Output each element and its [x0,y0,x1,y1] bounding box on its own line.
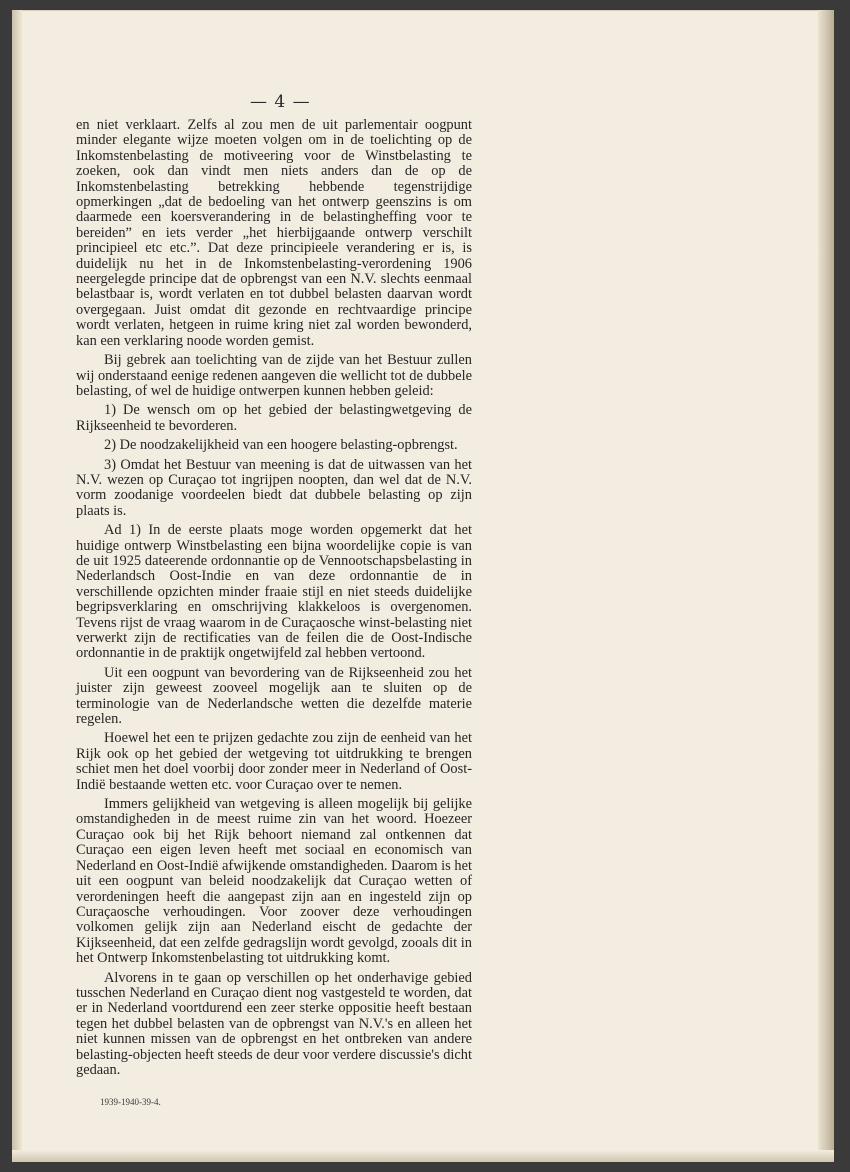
paragraph-alvorens: Alvorens in te gaan op verschillen op het onderhavige gebied tusschen Nederland en Curaçao dient nog vastgesteld te worden, dat er in Nederland voortdurend een zeer sterke oppositie heeft bestaan tegen het dubbel belasten van de opbrengst van N.V.'s en alleen het niet kunnen missen van de opbrengst en het ontbreken van andere belasting-objecten heeft steeds de deur voor verdere discussie's dicht gedaan. [76,969,472,1078]
paragraph-continuation: en niet verklaart. Zelfs al zou men de uit parlementair oogpunt minder elegante wijze moeten volgen om in de toelichting op de Inkomstenbelasting de motiveering voor de Winstbelasting te zoeken, ook dan vindt men niets anders dan de op de Inkomstenbelasting betrekking hebbende tegenstrijdige opmerkingen „dat de bedoeling van het ontwerp geenszins is om daarmede een koersverandering in de belastingheffing voor te bereiden” en iets verder „het hierbijgaande ontwerp verschilt principieel etc etc.”. Dat deze principieele verandering er is, is duidelijk nu het in de Inkomstenbelasting-verordening 1906 neergelegde principe dat de opbrengst van een N.V. slechts eenmaal belastbaar is, wordt verlaten en tot dubbel belasten daarvan wordt overgegaan. Juist omdat dit gezonde en rechtvaardige principe wordt verlaten, hetgeen in ruime kring niet zal worden bewonderd, kan een verklaring noode worden gemist. [76,117,472,349]
paragraph-rijkseenheid: Uit een oogpunt van bevordering van de Rijkseenheid zou het juister zijn geweest zooveel mogelijk aan te sluiten op de terminologie van de Nederlandsche wetten die dezelfde materie regelen. [76,664,472,728]
footer-document-code: 1939-1940-39-4. [100,1097,161,1107]
list-item-reason-2: 2) De noodzakelijkheid van een hoogere belasting-opbrengst. [104,437,458,454]
paragraph-eenheid-rijk: Hoewel het een te prijzen gedachte zou zijn de eenheid van het Rijk ook op het gebied der wetgeving tot uitdrukking te brengen schiet men het doel voorbij door zonder meer in Nederland of Oost-Indië bestaande wetten etc. voor Curaçao over te nemen. [76,730,472,793]
paragraph-gelijkheid: Immers gelijkheid van wetgeving is alleen mogelijk bij gelijke omstandigheden in de meest ruime zin van het woord. Hoezeer Curaçao ook bij het Rijk behoort niemand zal ontkennen dat Curaçao een eigen leven heeft met sociaal en economisch van Nederland en Oost-Indië afwijkende omstandigheden. Daarom is het uit een oogpunt van beleid noodzakelijk dat Curaçao wetten of verordeningen heeft die aangepast zijn aan en ingesteld zijn op Curaçaosche verhoudingen. Voor zoover deze verhoudingen volkomen gelijk zijn aan Nederland eischt de gedachte der Kijkseenheid, dat een zelfde gedragslijn wordt gevolgd, zooals dit in het Ontwerp Inkomstenbelasting tot uitdrukking komt. [76,796,472,967]
page-edge-bottom [12,1150,834,1162]
page-number: — 4 — [250,92,311,112]
page-edge-left [12,10,22,1162]
paragraph-ad-1: Ad 1) In de eerste plaats moge worden opgemerkt dat het huidige ontwerp Winstbelasting een bijna woordelijke copie is van de uit 1925 dateerende ordonnantie op de Vennootschapsbelasting in Nederlandsch Oost-Indie en van deze ordonnantie de in verschillende opzichten minder fraaie stijl en niet steeds duidelijke begripsverklaring en omschrijving klakkeloos is overgenomen. Tevens rijst de vraag waarom in de Curaçaosche winst-belasting niet verwerkt zijn de rectificaties van de feilen die de Oost-Indische ordonnantie in de praktijk ongetwijfeld zal hebben vertoond. [76,522,472,662]
list-item-reason-3: 3) Omdat het Bestuur van meening is dat de uitwassen van het N.V. wezen op Curaçao tot ingrijpen noopten, dan wel dat de N.V. vorm zoodanige voordeelen biedt dat dubbele belasting op zijn plaats is. [76,456,472,519]
list-item-reason-1: 1) De wensch om op het gebied der belastingwetgeving de Rijkseenheid te bevorderen. [76,402,472,434]
paragraph-intro-reasons: Bij gebrek aan toelichting van de zijde van het Bestuur zullen wij onderstaand eenige redenen aangeven die wellicht tot de dubbele belasting, of wel de huidige ontwerpen kunnen hebben geleid: [76,352,472,399]
page-edge-right [818,10,834,1162]
body-text [76,118,472,1082]
